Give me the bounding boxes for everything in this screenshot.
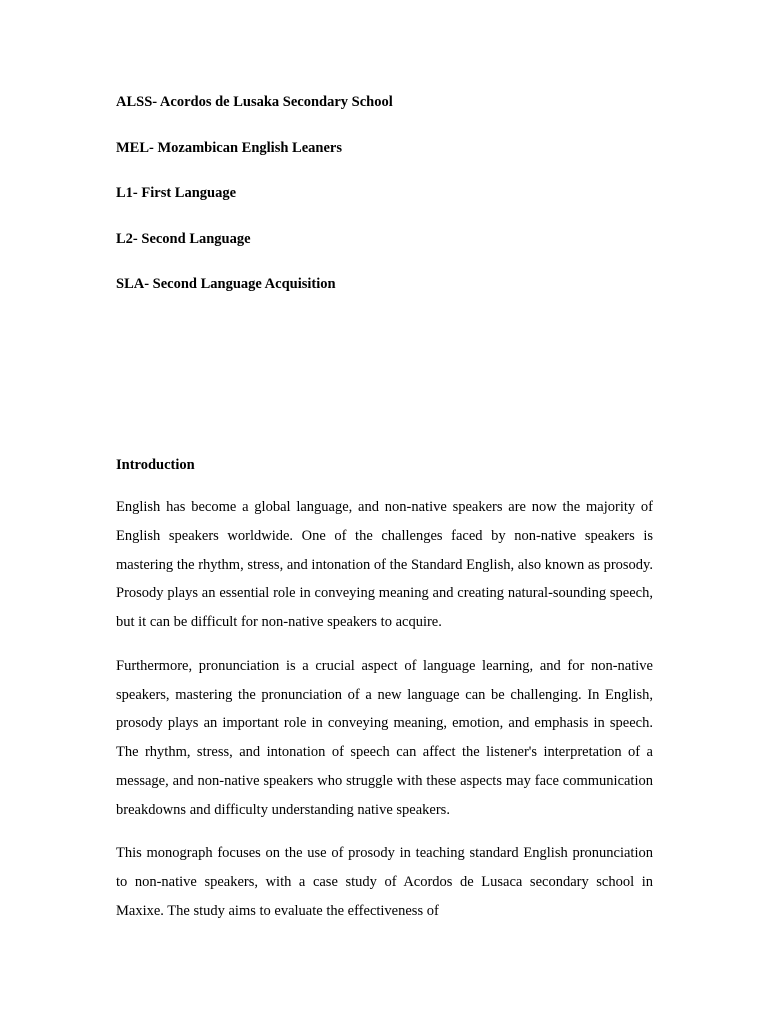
introduction-paragraph-1: English has become a global language, and non-native speakers are now the majority of English speakers worldwide. One of the challenges faced by non-native speakers is mastering the rhythm, stress, and intonation of the Standard English, also known as prosody. Prosody plays an essential role in conveying meaning and creating natural-sounding speech, but it can be difficult for non-native speakers to acquire.: [116, 499, 653, 630]
abbreviation-sla: SLA- Second Language Acquisition: [116, 276, 336, 292]
introduction-paragraph-3: This monograph focuses on the use of prosody in teaching standard English pronunciation to non-native speakers, with a case study of Acordos de Lusaca secondary school in Maxixe. The study aims to evaluate the effectiveness of: [116, 845, 653, 919]
abbreviation-l1: L1- First Language: [116, 185, 237, 201]
abbreviation-l2: L2- Second Language: [116, 230, 251, 247]
introduction-heading: Introduction: [116, 457, 195, 473]
abbreviation-mel: MEL- Mozambican English Leaners: [116, 139, 342, 156]
abbreviation-alss: ALSS- Acordos de Lusaka Secondary School: [116, 94, 393, 110]
introduction-paragraph-2: Furthermore, pronunciation is a crucial aspect of language learning, and for non-native speakers, mastering the pronunciation of a new language can be challenging. In English, prosody plays an important role in conveying meaning, emotion, and emphasis in speech. The rhythm, stress, and intonation of speech can affect the listener's interpretation of a message, and non-native speakers who struggle with these aspects may face communication breakdowns and difficulty understanding native speakers.: [116, 657, 653, 818]
abbreviations-list: [116, 92, 656, 320]
introduction-section: [116, 455, 653, 941]
